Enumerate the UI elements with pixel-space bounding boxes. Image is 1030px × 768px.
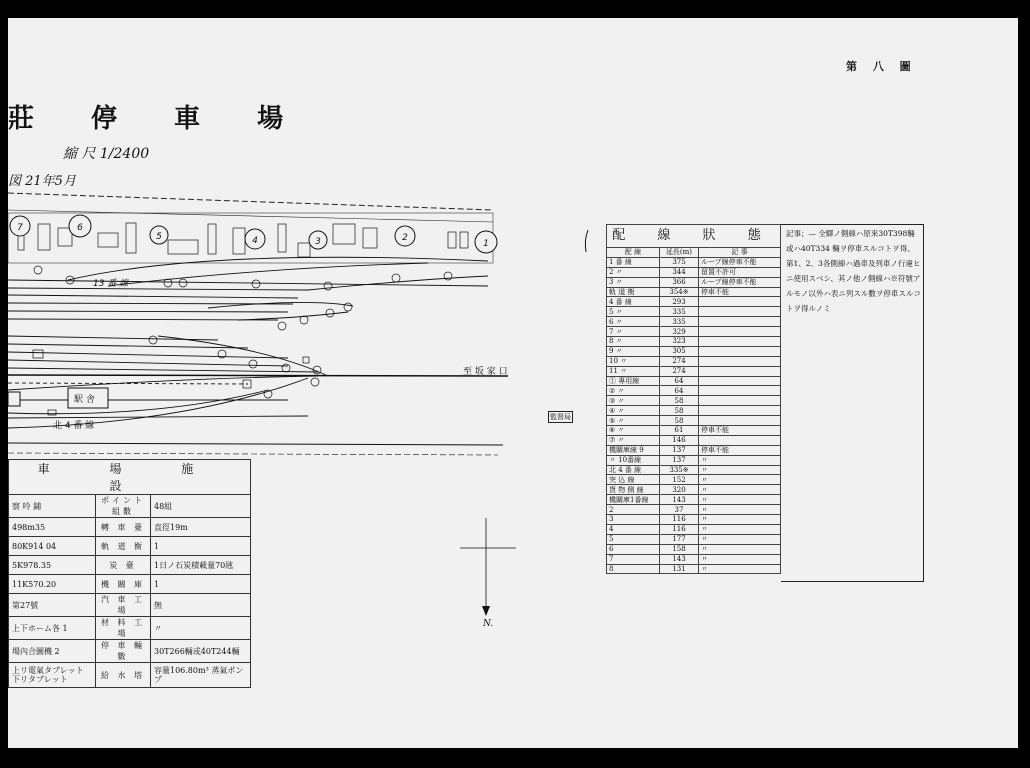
cell: 61	[660, 426, 699, 436]
north-arrow-label: N.	[483, 619, 494, 629]
table-row	[607, 534, 781, 544]
cell: 305	[660, 346, 699, 356]
table-row	[607, 445, 781, 455]
cell: 停車不能	[699, 426, 781, 436]
table-row	[607, 376, 781, 386]
circle-label: 5	[156, 232, 162, 242]
cell: 48組	[151, 495, 251, 518]
cell: 〃	[699, 534, 781, 544]
circle-label: 7	[17, 223, 23, 233]
cell: 116	[660, 515, 699, 525]
table-row	[9, 556, 251, 575]
cell: 335	[660, 307, 699, 317]
circle-label: 1	[483, 239, 489, 249]
table-row	[607, 515, 781, 525]
cell: 58	[660, 416, 699, 426]
table-row	[607, 366, 781, 376]
cell: 37	[660, 505, 699, 515]
column-header: 延長(m)	[660, 248, 699, 258]
table-row	[607, 267, 781, 277]
cell: 274	[660, 366, 699, 376]
cell: 停 車 輛 數	[96, 640, 151, 663]
cell: 4 番 線	[607, 297, 660, 307]
table-row	[607, 505, 781, 515]
cell: 3 〃	[607, 277, 660, 287]
cell: 機 關 庫	[96, 575, 151, 594]
date-label: 図 21年5月	[8, 174, 76, 189]
cell: 容量106.80m³ 蒸氣ポンプ	[151, 663, 251, 688]
cell: 177	[660, 534, 699, 544]
cell: 4	[607, 524, 660, 534]
scale-label: 縮 尺 1/2400	[63, 146, 150, 162]
cell	[699, 327, 781, 337]
cell	[699, 356, 781, 366]
table-row	[607, 327, 781, 337]
cell: ループ線停車不能	[699, 277, 781, 287]
cell: 320	[660, 485, 699, 495]
cell: 58	[660, 396, 699, 406]
cell: 329	[660, 327, 699, 337]
cell: 第27號	[9, 594, 96, 617]
cell: 〃	[699, 475, 781, 485]
cell: 143	[660, 495, 699, 505]
cell: 〃	[699, 564, 781, 574]
table-row	[607, 406, 781, 416]
table-row	[607, 475, 781, 485]
cell: 〃	[699, 554, 781, 564]
table-row	[607, 554, 781, 564]
cell: 11K570.20	[9, 575, 96, 594]
cell: 機關庫1番線	[607, 495, 660, 505]
cell: 344	[660, 267, 699, 277]
cell: 1	[151, 537, 251, 556]
cell: 〃	[699, 485, 781, 495]
direction-label: 至 坂 家 口	[463, 367, 508, 377]
table-row	[9, 518, 251, 537]
cell	[699, 297, 781, 307]
cell: ④ 〃	[607, 406, 660, 416]
cell: 30T266輛或40T244輛	[151, 640, 251, 663]
table-row	[607, 465, 781, 475]
cell: 汽 車 工 場	[96, 594, 151, 617]
table-row	[607, 495, 781, 505]
cell: 〃	[151, 617, 251, 640]
circle-label: 4	[252, 236, 258, 246]
cell: 2 〃	[607, 267, 660, 277]
document-sheet	[8, 18, 1018, 748]
cell: 5K978.35	[9, 556, 96, 575]
cell: 3	[607, 515, 660, 525]
cell: ② 〃	[607, 386, 660, 396]
cell	[699, 396, 781, 406]
cell: 炭 臺	[96, 556, 151, 575]
table-row	[607, 257, 781, 267]
cell: 8 〃	[607, 337, 660, 347]
table-row	[607, 287, 781, 297]
cell: 無	[151, 594, 251, 617]
circle-label: 2	[402, 233, 408, 243]
cell: 6	[607, 544, 660, 554]
cell: 58	[660, 406, 699, 416]
table-row	[607, 416, 781, 426]
cell: 材 料 工 場	[96, 617, 151, 640]
cell: ① 專用線	[607, 376, 660, 386]
table-row	[607, 435, 781, 445]
cell: 116	[660, 524, 699, 534]
cell: 5 〃	[607, 307, 660, 317]
cell	[699, 366, 781, 376]
cell: 8	[607, 564, 660, 574]
track-label-13: 13 番 線	[93, 279, 129, 289]
table-row	[607, 277, 781, 287]
cell: 7 〃	[607, 327, 660, 337]
cell: 1	[151, 575, 251, 594]
cell: 5	[607, 534, 660, 544]
cell: 上下ホーム各 1	[9, 617, 96, 640]
cell: 給 水 塔	[96, 663, 151, 688]
cell	[699, 435, 781, 445]
cell: 留置不許可	[699, 267, 781, 277]
cell: 9 〃	[607, 346, 660, 356]
table-row	[607, 524, 781, 534]
column-header: 配 線	[607, 248, 660, 258]
cell: ポイント組數	[96, 495, 151, 518]
cell	[699, 416, 781, 426]
cell	[699, 386, 781, 396]
cell: ループ線停車不能	[699, 257, 781, 267]
cell: ⑦ 〃	[607, 435, 660, 445]
cell: 354※	[660, 287, 699, 297]
cell: 〃	[699, 524, 781, 534]
cell: 6 〃	[607, 317, 660, 327]
cell: 北 4 番 線	[607, 465, 660, 475]
table-row	[607, 485, 781, 495]
table-row	[9, 575, 251, 594]
cell: 10 〃	[607, 356, 660, 366]
circle-label: 6	[77, 223, 83, 233]
tracks-header: 配 線 狀 態	[607, 225, 781, 248]
table-row	[9, 663, 251, 688]
cell: 158	[660, 544, 699, 554]
cell: 137	[660, 445, 699, 455]
table-row	[607, 544, 781, 554]
table-row	[607, 346, 781, 356]
cell	[699, 376, 781, 386]
cell	[699, 337, 781, 347]
figure-label: 第 八 圖	[846, 60, 917, 73]
cell: 軌 道 衡	[607, 287, 660, 297]
cell: 7	[607, 554, 660, 564]
cell: 1日ノ石炭積載量70瓲	[151, 556, 251, 575]
cell: 2	[607, 505, 660, 515]
cell: 64	[660, 386, 699, 396]
notes-text: 記事；— 全驛ノ側線ハ原來30T398輛或ハ40T334 輛ヲ停車スルコトヲ得、第1、2、3各側線ハ過車及列車ノ行違ヒニ使用スベシ、其ノ他ノ側線ハ※符號アルモノ以外ハ表ニ列スル數ヲ停車スルコトヲ得ルノミ	[786, 229, 921, 313]
table-row	[607, 386, 781, 396]
cell: 80K914 04	[9, 537, 96, 556]
page-title: 莊 停 車 場	[8, 104, 308, 134]
facilities-table	[8, 459, 251, 688]
column-header: 記 事	[699, 248, 781, 258]
cell: 〃	[699, 505, 781, 515]
cell: 335※	[660, 465, 699, 475]
cell: ③ 〃	[607, 396, 660, 406]
track-label-north4: 北 4 番 線	[53, 421, 95, 431]
track-status-table	[606, 224, 781, 574]
table-row	[607, 307, 781, 317]
cell	[699, 406, 781, 416]
signal-box-label: 監督局	[550, 413, 571, 421]
cell: 貨 物 側 線	[607, 485, 660, 495]
cell: 突 込 線	[607, 475, 660, 485]
cell: 軌 道 衡	[96, 537, 151, 556]
cell: 375	[660, 257, 699, 267]
table-row	[607, 317, 781, 327]
cell: 143	[660, 554, 699, 564]
cell: 366	[660, 277, 699, 287]
table-row	[607, 426, 781, 436]
table-row	[9, 537, 251, 556]
cell: 停車不能	[699, 287, 781, 297]
cell	[699, 346, 781, 356]
circle-label: 3	[315, 237, 321, 247]
cell	[699, 317, 781, 327]
cell: ⑥ 〃	[607, 426, 660, 436]
cell: 〃	[699, 455, 781, 465]
table-row	[607, 455, 781, 465]
cell: 498m35	[9, 518, 96, 537]
table-row	[607, 356, 781, 366]
table-row	[9, 640, 251, 663]
cell: 停車不能	[699, 445, 781, 455]
cell	[699, 307, 781, 317]
table-row	[9, 594, 251, 617]
cell: 64	[660, 376, 699, 386]
table-row	[607, 564, 781, 574]
cell: 146	[660, 435, 699, 445]
cell: 11 〃	[607, 366, 660, 376]
cell: 274	[660, 356, 699, 366]
table-row	[607, 396, 781, 406]
station-building-label: 駅 舎	[74, 395, 95, 405]
cell: 131	[660, 564, 699, 574]
cell: 場內合圖機 2	[9, 640, 96, 663]
table-row	[9, 617, 251, 640]
cell: 〃	[699, 465, 781, 475]
table-row	[9, 495, 251, 518]
cell: 323	[660, 337, 699, 347]
facilities-header: 車 場 施 設	[9, 460, 251, 495]
cell: ⑤ 〃	[607, 416, 660, 426]
cell: 轉 車 臺	[96, 518, 151, 537]
cell: 〃	[699, 515, 781, 525]
cell: 察 呤 鋪	[9, 495, 96, 518]
table-row	[607, 337, 781, 347]
cell: 〃	[699, 544, 781, 554]
cell: 〃 10番線	[607, 455, 660, 465]
cell: 137	[660, 455, 699, 465]
cell: 293	[660, 297, 699, 307]
cell: 152	[660, 475, 699, 485]
cell: 直徑19m	[151, 518, 251, 537]
table-row	[607, 297, 781, 307]
cell: 1 番 線	[607, 257, 660, 267]
cell: 335	[660, 317, 699, 327]
cell: 〃	[699, 495, 781, 505]
cell: 機關庫線 9	[607, 445, 660, 455]
cell: 上リ電氣タブレット 下リタブレット	[9, 663, 96, 688]
